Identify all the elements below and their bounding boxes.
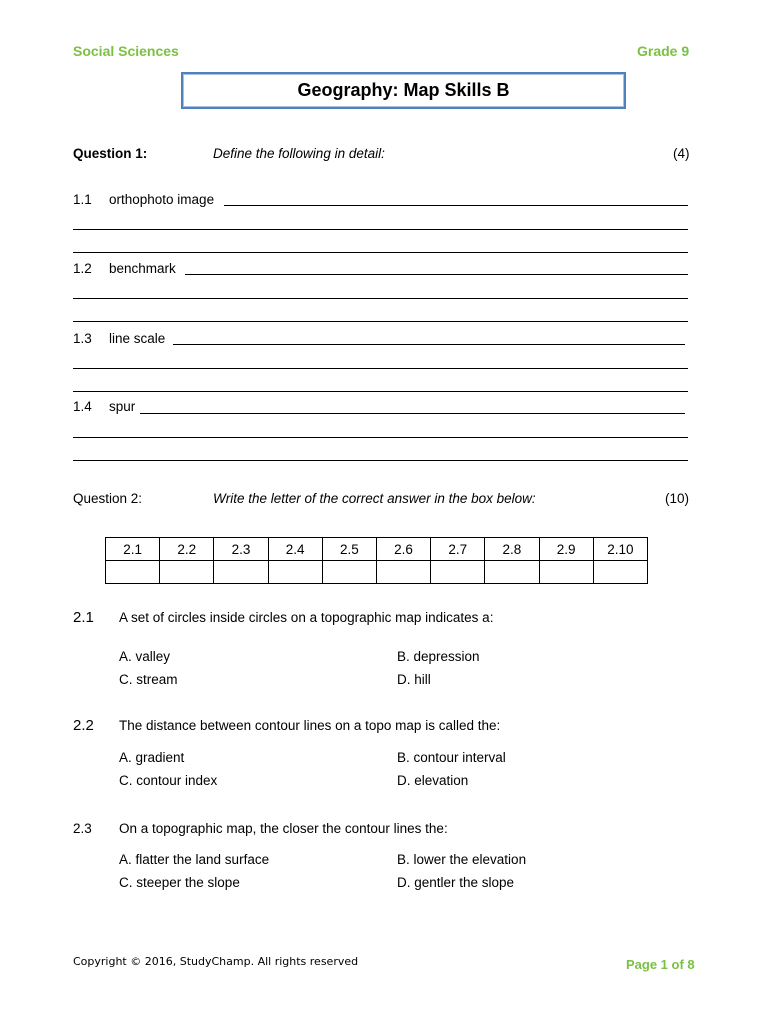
answer-header-cell: 2.10	[593, 538, 647, 561]
mcq-question: On a topographic map, the closer the contour lines the:	[119, 821, 448, 836]
question2-marks: (10)	[665, 491, 690, 506]
mcq-option: A. flatter the land surface	[119, 852, 270, 867]
answer-box[interactable]	[322, 561, 376, 584]
mcq-option: B. lower the elevation	[397, 852, 527, 867]
grade-label: Grade 9	[637, 43, 690, 59]
mcq-option: D. hill	[397, 672, 431, 687]
answer-line[interactable]	[73, 252, 688, 253]
mcq-question: The distance between contour lines on a topo map is called the:	[119, 718, 501, 733]
mcq-question: A set of circles inside circles on a topographic map indicates a:	[119, 610, 494, 625]
answer-line[interactable]	[73, 437, 688, 438]
answer-line[interactable]	[73, 229, 688, 230]
answer-header-row	[106, 538, 648, 561]
term-label: line scale	[109, 331, 166, 346]
mcq-option: A. gradient	[119, 750, 185, 765]
answer-box[interactable]	[593, 561, 647, 584]
answer-line[interactable]	[73, 460, 688, 461]
answer-box[interactable]	[539, 561, 593, 584]
answer-line[interactable]	[173, 344, 685, 345]
answer-header-cell: 2.7	[431, 538, 485, 561]
term-label: spur	[109, 399, 136, 414]
mcq-option: B. contour interval	[397, 750, 506, 765]
mcq-option: D. elevation	[397, 773, 469, 788]
answer-box[interactable]	[160, 561, 214, 584]
answer-line[interactable]	[73, 368, 688, 369]
answer-line[interactable]	[73, 391, 688, 392]
answer-header-cell: 2.6	[376, 538, 430, 561]
answer-line[interactable]	[140, 413, 685, 414]
question1-instruction: Define the following in detail:	[213, 146, 385, 161]
answer-box[interactable]	[106, 561, 160, 584]
answer-header-cell: 2.1	[106, 538, 160, 561]
subject-label: Social Sciences	[73, 43, 179, 59]
page-title: Geography: Map Skills B	[181, 72, 626, 109]
item-number: 1.4	[73, 399, 92, 414]
answer-line[interactable]	[185, 274, 688, 275]
answer-box[interactable]	[214, 561, 268, 584]
answer-input-row	[106, 561, 648, 584]
mcq-option: C. steeper the slope	[119, 875, 240, 890]
question2-instruction: Write the letter of the correct answer in the box below:	[213, 491, 536, 506]
mcq-number: 2.1	[73, 609, 94, 626]
mcq-option: C. contour index	[119, 773, 218, 788]
mcq-option: A. valley	[119, 649, 171, 664]
answer-box[interactable]	[376, 561, 430, 584]
item-number: 1.3	[73, 331, 92, 346]
answer-header-cell: 2.3	[214, 538, 268, 561]
answer-table	[105, 537, 648, 584]
answer-header-cell: 2.9	[539, 538, 593, 561]
answer-line[interactable]	[224, 205, 688, 206]
question1-marks: (4)	[673, 146, 690, 161]
mcq-option: C. stream	[119, 672, 178, 687]
item-number: 1.1	[73, 192, 92, 207]
mcq-number: 2.3	[73, 821, 92, 836]
answer-line[interactable]	[73, 321, 688, 322]
mcq-option: D. gentler the slope	[397, 875, 515, 890]
mcq-number: 2.2	[73, 717, 94, 734]
answer-header-cell: 2.2	[160, 538, 214, 561]
question1-label: Question 1:	[73, 146, 148, 161]
item-number: 1.2	[73, 261, 92, 276]
answer-box[interactable]	[485, 561, 539, 584]
question2-label: Question 2:	[73, 491, 143, 506]
mcq-option: B. depression	[397, 649, 480, 664]
answer-header-cell: 2.8	[485, 538, 539, 561]
page-number: Page 1 of 8	[626, 957, 695, 972]
answer-header-cell: 2.5	[322, 538, 376, 561]
answer-box[interactable]	[268, 561, 322, 584]
term-label: benchmark	[109, 261, 176, 276]
term-label: orthophoto image	[109, 192, 215, 207]
copyright-notice: Copyright © 2016, StudyChamp. All rights reserved	[73, 955, 359, 968]
answer-header-cell: 2.4	[268, 538, 322, 561]
answer-line[interactable]	[73, 298, 688, 299]
answer-box[interactable]	[431, 561, 485, 584]
